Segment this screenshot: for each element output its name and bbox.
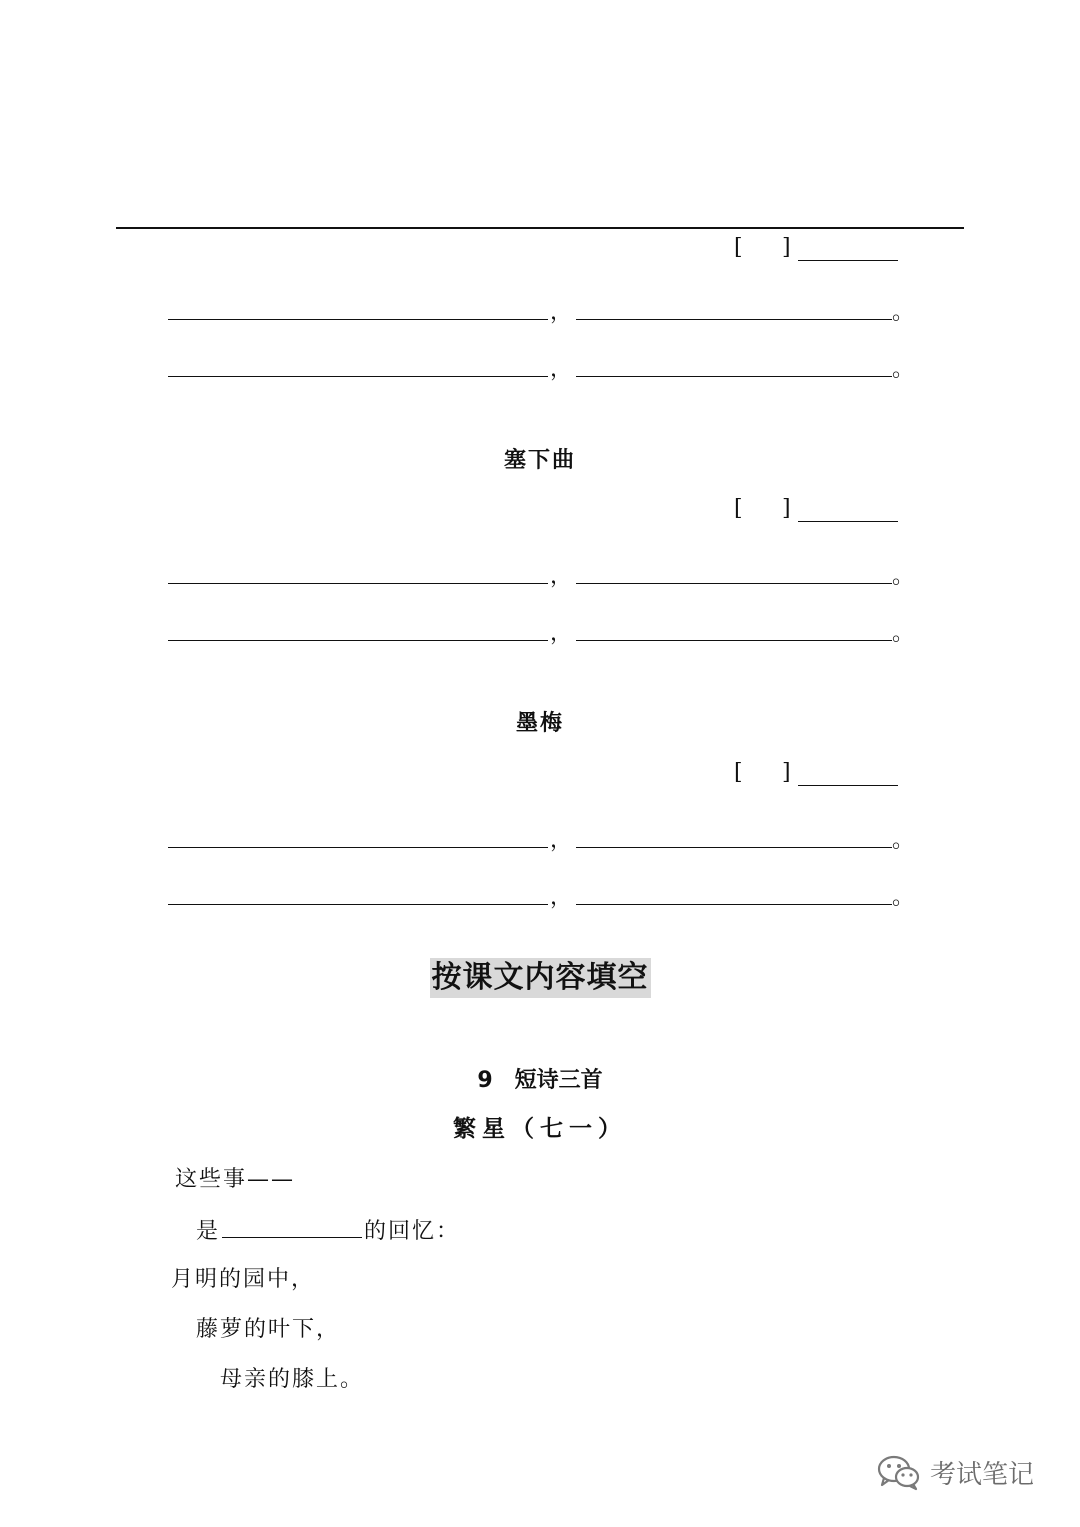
comma: ， bbox=[550, 357, 573, 382]
verse-blank-right[interactable] bbox=[576, 847, 892, 848]
comma: ， bbox=[550, 564, 573, 589]
verse-row-3-2 bbox=[168, 883, 913, 913]
bracket-right: ] bbox=[782, 496, 791, 521]
verse-row-1-2 bbox=[168, 355, 913, 385]
author-name-blank[interactable] bbox=[798, 260, 898, 261]
verse-blank-right[interactable] bbox=[576, 640, 892, 641]
verse-row-3-1 bbox=[168, 826, 913, 856]
watermark-text: 考试笔记 bbox=[930, 1459, 1035, 1490]
period: 。 bbox=[892, 885, 915, 910]
period: 。 bbox=[892, 357, 915, 382]
bracket-left: [ bbox=[734, 760, 743, 785]
period: 。 bbox=[892, 621, 915, 646]
watermark bbox=[876, 1450, 1034, 1494]
lesson-title bbox=[0, 1066, 1080, 1096]
poem-line-3: 月明的园中， bbox=[171, 1267, 316, 1292]
poem-title-momei: 墨梅 bbox=[515, 711, 564, 736]
poem-title-saixiaqu: 塞下曲 bbox=[503, 448, 576, 473]
verse-blank-right[interactable] bbox=[576, 376, 892, 377]
comma: ， bbox=[550, 621, 573, 646]
comma: ， bbox=[550, 885, 573, 910]
verse-blank-left[interactable] bbox=[168, 583, 548, 584]
author-blank-2[interactable] bbox=[734, 494, 904, 524]
period: 。 bbox=[892, 300, 915, 325]
author-name-blank[interactable] bbox=[798, 785, 898, 786]
poem-line-5: 母亲的膝上。 bbox=[220, 1367, 365, 1392]
wechat-icon bbox=[876, 1452, 922, 1492]
author-name-blank[interactable] bbox=[798, 521, 898, 522]
bracket-right: ] bbox=[782, 235, 791, 260]
bracket-right: ] bbox=[782, 760, 791, 785]
top-divider bbox=[116, 227, 964, 229]
section-heading-wrap bbox=[0, 958, 1080, 998]
verse-blank-left[interactable] bbox=[168, 904, 548, 905]
poem-line-4: 藤萝的叶下， bbox=[196, 1317, 341, 1342]
period: 。 bbox=[892, 564, 915, 589]
poem-line-2 bbox=[196, 1215, 460, 1247]
lesson-name: 短诗三首 bbox=[514, 1068, 603, 1093]
verse-blank-left[interactable] bbox=[168, 640, 548, 641]
author-blank-1[interactable] bbox=[734, 233, 904, 263]
verse-blank-right[interactable] bbox=[576, 319, 892, 320]
verse-blank-right[interactable] bbox=[576, 583, 892, 584]
line2-suffix: 的回忆： bbox=[364, 1219, 461, 1244]
section-heading: 按课文内容填空 bbox=[430, 958, 651, 998]
verse-row-2-1 bbox=[168, 562, 913, 592]
comma: ， bbox=[550, 828, 573, 853]
author-blank-3[interactable] bbox=[734, 758, 904, 788]
verse-row-1-1 bbox=[168, 298, 913, 328]
poem-title-fanxing: 繁星（七一） bbox=[453, 1115, 627, 1142]
bracket-left: [ bbox=[734, 496, 743, 521]
verse-blank-left[interactable] bbox=[168, 319, 548, 320]
verse-row-2-2 bbox=[168, 619, 913, 649]
comma: ， bbox=[550, 300, 573, 325]
fill-blank[interactable] bbox=[222, 1215, 362, 1238]
line2-prefix: 是 bbox=[196, 1219, 221, 1244]
period: 。 bbox=[892, 828, 915, 853]
verse-blank-left[interactable] bbox=[168, 847, 548, 848]
verse-blank-right[interactable] bbox=[576, 904, 892, 905]
poem-line-1: 这些事—— bbox=[175, 1167, 296, 1192]
bracket-left: [ bbox=[734, 235, 743, 260]
lesson-number: 9 bbox=[477, 1068, 493, 1093]
verse-blank-left[interactable] bbox=[168, 376, 548, 377]
